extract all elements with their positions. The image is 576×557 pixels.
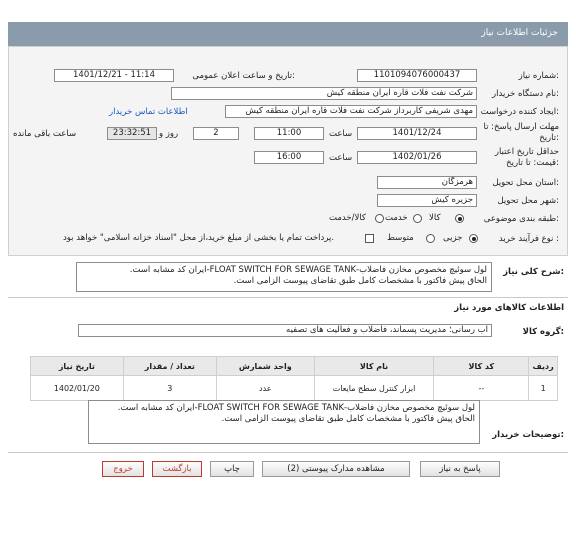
exit-button[interactable]: خروج (102, 461, 144, 477)
process-minor-radio[interactable] (469, 234, 478, 243)
table-row[interactable] (31, 376, 558, 401)
remaining-time-field: 23:32:51 (107, 127, 157, 140)
city-label: شهر محل تحویل: (497, 196, 559, 206)
general-description-line-1: لول سوئیچ مخصوص مخازن فاضلاب-FLOAT SWITCH FOR SEWAGE TANK-ایران کد مشابه است. (129, 265, 487, 275)
deadline-label: مهلت ارسال پاسخ: تا (483, 122, 559, 132)
city-field: جزیره کیش (377, 194, 477, 207)
divider (8, 452, 568, 453)
category-goods-radio[interactable] (455, 214, 464, 223)
category-goods-service-radio[interactable] (375, 214, 384, 223)
table-cell: عدد (217, 376, 315, 401)
province-field: هرمزگان (377, 176, 477, 189)
buyer-notes-line-1: لول سوئیچ مخصوص مخازن فاضلاب-FLOAT SWITCH FOR SEWAGE TANK-ایران کد مشابه است. (117, 403, 475, 413)
table-cell: 1 (529, 376, 558, 401)
page-header (8, 22, 568, 46)
table-header: ردیف (529, 357, 558, 376)
validity-time-field: 16:00 (254, 151, 324, 164)
view-attachments-button[interactable]: مشاهده مدارک پیوستی (2) (262, 461, 410, 477)
general-description-line-2: الحاق پیش فاکتور با مشخصات کامل طبق تقاضای پیوست الزامی است. (233, 276, 487, 286)
divider (8, 297, 568, 298)
province-label: استان محل تحویل: (492, 178, 559, 188)
table-header: واحد شمارش (217, 357, 315, 376)
table-header: نام کالا (314, 357, 434, 376)
remaining-time-label: ساعت باقی مانده (13, 129, 77, 139)
goods-section-title: اطلاعات کالاهای مورد نیاز (454, 303, 564, 313)
treasury-payment-note: پرداخت تمام یا بخشی از مبلغ خرید،از محل "اسناد خزانه اسلامی" خواهد بود. (63, 233, 335, 243)
deadline-time-field: 11:00 (254, 127, 324, 140)
general-description-label: شرح کلی نیاز: (503, 267, 564, 277)
validity-time-label: ساعت (329, 153, 353, 163)
goods-group-field: آب رسانی؛ مدیریت پسماند، فاضلاب و فعالیت های تصفیه (78, 324, 492, 337)
table-header: تعداد / مقدار (123, 357, 216, 376)
buyer-field: شرکت نفت فلات قاره ایران منطقه کیش (171, 87, 477, 100)
process-medium-label: متوسط (387, 233, 414, 243)
table-cell: 1402/01/20 (31, 376, 124, 401)
process-label: نوع فرآیند خرید : (498, 234, 559, 244)
buyer-notes-line-2: الحاق پیش فاکتور با مشخصات کامل طبق تقاضای پیوست الزامی است. (221, 414, 475, 424)
creator-field: مهدی شریفی کاربرداز شرکت نفت فلات قاره ایران منطقه کیش (225, 105, 477, 118)
treasury-payment-checkbox[interactable] (365, 234, 374, 243)
category-service-label: خدمت (385, 213, 408, 223)
goods-group-label: گروه کالا: (522, 327, 564, 337)
announce-field: 1401/12/21 - 11:14 (54, 69, 174, 82)
deadline-date-field: 1401/12/24 (357, 127, 477, 140)
table-header: کد کالا (434, 357, 529, 376)
deadline-date-label: تاریخ: (539, 133, 559, 143)
announce-label: تاریخ و ساعت اعلان عمومی: (192, 71, 295, 81)
category-goods-label: کالا (429, 213, 441, 223)
process-medium-radio[interactable] (426, 234, 435, 243)
need-info-panel (8, 46, 568, 256)
days-label: روز و (159, 129, 179, 139)
deadline-time-label: ساعت (329, 129, 353, 139)
back-button[interactable]: بازگشت (152, 461, 202, 477)
category-service-radio[interactable] (413, 214, 422, 223)
table-cell: -- (434, 376, 529, 401)
buyer-notes-label: توضیحات خریدار: (492, 430, 564, 440)
table-header: تاریخ نیاز (31, 357, 124, 376)
category-goods-service-label: کالا/خدمت (329, 213, 366, 223)
page-title: جزئیات اطلاعات نیاز (481, 28, 558, 38)
validity-date-field: 1402/01/26 (357, 151, 477, 164)
table-cell: 3 (123, 376, 216, 401)
table-cell: ابزار کنترل سطح مایعات (314, 376, 434, 401)
validity-date-label: قیمت: تا تاریخ: (506, 158, 559, 168)
table-header-row (31, 357, 558, 376)
buyer-label: نام دستگاه خریدار: (492, 89, 559, 99)
print-button[interactable]: چاپ (210, 461, 254, 477)
goods-table (30, 356, 558, 401)
general-description-box (76, 262, 492, 292)
buyer-notes-box (88, 400, 480, 444)
days-remaining-field: 2 (193, 127, 239, 140)
buyer-contact-link[interactable]: اطلاعات تماس خریدار (109, 107, 188, 117)
need-number-field: 1101094076000437 (357, 69, 477, 82)
process-minor-label: جزیی (443, 233, 463, 243)
category-label: طبقه بندی موضوعی: (483, 214, 559, 224)
validity-label: حداقل تاریخ اعتبار (494, 147, 559, 157)
creator-label: ایجاد کننده درخواست: (480, 107, 559, 117)
need-number-label: شماره نیاز: (518, 71, 559, 81)
reply-button[interactable]: پاسخ به نیاز (420, 461, 500, 477)
